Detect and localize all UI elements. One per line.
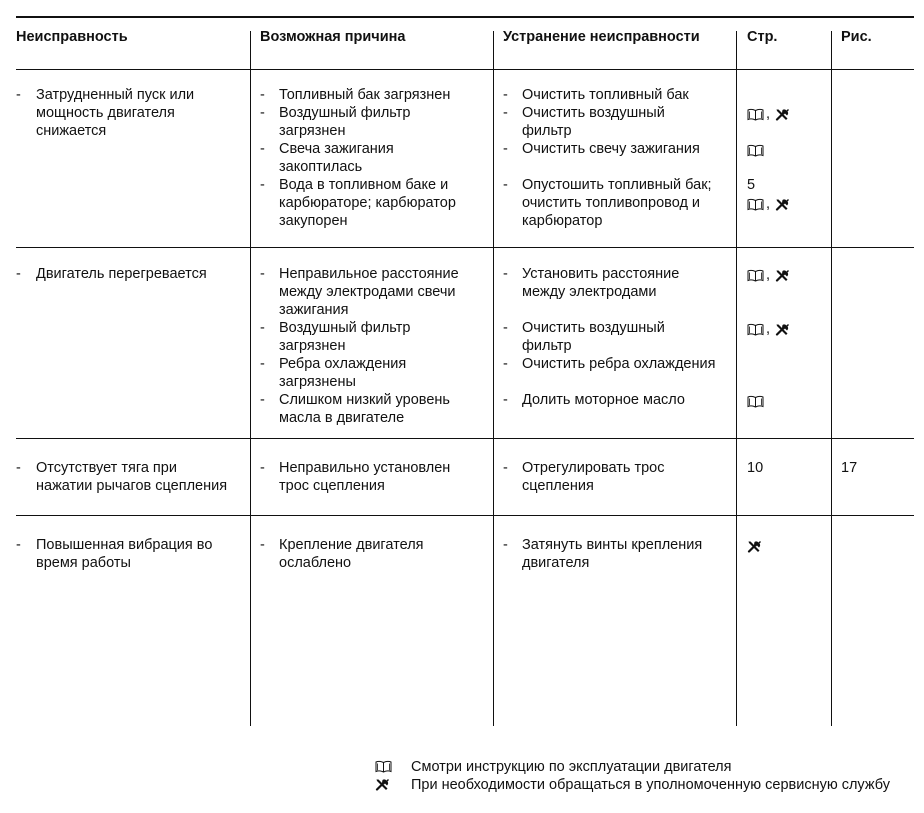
page-reference-icons bbox=[747, 266, 792, 284]
remedy-dash: - bbox=[503, 460, 508, 476]
column-divider bbox=[250, 31, 251, 726]
book-icon bbox=[747, 144, 764, 157]
remedy-dash: - bbox=[503, 105, 508, 121]
remedy-text: двигателя bbox=[522, 555, 590, 571]
fault-text: мощность двигателя bbox=[36, 105, 175, 121]
remedy-text: Очистить топливный бак bbox=[522, 87, 689, 103]
cause-text: загрязнены bbox=[279, 374, 356, 390]
cause-text: Слишком низкий уровень bbox=[279, 392, 450, 408]
page-reference-icons bbox=[747, 195, 792, 213]
remedy-dash: - bbox=[503, 87, 508, 103]
legend-text: При необходимости обращаться в уполномоченную сервисную службу bbox=[411, 777, 890, 793]
book-icon bbox=[747, 108, 764, 121]
fault-text: время работы bbox=[36, 555, 131, 571]
column-divider bbox=[493, 31, 494, 726]
book-icon bbox=[747, 269, 764, 282]
remedy-text: Долить моторное масло bbox=[522, 392, 685, 408]
cause-text: Крепление двигателя bbox=[279, 537, 424, 553]
cause-text: Неправильное расстояние bbox=[279, 266, 459, 282]
cause-dash: - bbox=[260, 266, 265, 282]
remedy-text: Очистить ребра охлаждения bbox=[522, 356, 716, 372]
cause-text: трос сцепления bbox=[279, 478, 385, 494]
cause-dash: - bbox=[260, 320, 265, 336]
page-reference-icons bbox=[747, 105, 792, 123]
page-number: 10 bbox=[747, 460, 764, 476]
remedy-dash: - bbox=[503, 141, 508, 157]
remedy-text: Очистить воздушный bbox=[522, 105, 665, 121]
remedy-text: фильтр bbox=[522, 123, 572, 139]
row-divider bbox=[16, 438, 914, 439]
fault-text: нажатии рычагов сцепления bbox=[36, 478, 228, 494]
cause-dash: - bbox=[260, 356, 265, 372]
remedy-text: Отрегулировать трос bbox=[522, 460, 665, 476]
remedy-text: карбюратор bbox=[522, 213, 603, 229]
cause-dash: - bbox=[260, 141, 265, 157]
header-page: Стр. bbox=[747, 29, 778, 45]
comma-separator: , bbox=[766, 106, 771, 122]
tools-icon bbox=[747, 540, 764, 553]
remedy-text: Затянуть винты крепления bbox=[522, 537, 703, 553]
cause-text: Ребра охлаждения bbox=[279, 356, 407, 372]
remedy-text: между электродами bbox=[522, 284, 657, 300]
cause-text: карбюраторе; карбюратор bbox=[279, 195, 456, 211]
legend-text: Смотри инструкцию по эксплуатации двигателя bbox=[411, 759, 732, 775]
cause-dash: - bbox=[260, 105, 265, 121]
tools-icon bbox=[775, 269, 792, 282]
header-remedy: Устранение неисправности bbox=[503, 29, 700, 45]
book-icon bbox=[747, 198, 764, 211]
remedy-text: очистить топливопровод и bbox=[522, 195, 701, 211]
column-divider bbox=[831, 31, 832, 726]
cause-text: Свеча зажигания bbox=[279, 141, 394, 157]
figure-number: 17 bbox=[841, 460, 858, 476]
page-reference-icons bbox=[747, 320, 792, 338]
cause-text: ослаблено bbox=[279, 555, 352, 571]
cause-text: зажигания bbox=[279, 302, 349, 318]
cause-text: закупорен bbox=[279, 213, 348, 229]
cause-text: между электродами свечи bbox=[279, 284, 456, 300]
cause-text: Топливный бак загрязнен bbox=[279, 87, 451, 103]
fault-text: Двигатель перегревается bbox=[36, 266, 207, 282]
remedy-dash: - bbox=[503, 537, 508, 553]
tools-icon bbox=[775, 323, 792, 336]
header-figure: Рис. bbox=[841, 29, 872, 45]
fault-text: снижается bbox=[36, 123, 107, 139]
row-divider bbox=[16, 515, 914, 516]
fault-dash: - bbox=[16, 537, 21, 553]
page-number: 5 bbox=[747, 177, 756, 193]
cause-text: Воздушный фильтр bbox=[279, 105, 411, 121]
fault-text: Повышенная вибрация во bbox=[36, 537, 213, 553]
table-top-rule bbox=[16, 16, 914, 18]
remedy-text: Очистить свечу зажигания bbox=[522, 141, 700, 157]
remedy-text: сцепления bbox=[522, 478, 594, 494]
page-reference-icons bbox=[747, 392, 764, 410]
cause-dash: - bbox=[260, 392, 265, 408]
remedy-text: Установить расстояние bbox=[522, 266, 680, 282]
cause-dash: - bbox=[260, 87, 265, 103]
comma-separator: , bbox=[766, 321, 771, 337]
remedy-dash: - bbox=[503, 320, 508, 336]
cause-dash: - bbox=[260, 537, 265, 553]
cause-dash: - bbox=[260, 177, 265, 193]
book-icon bbox=[747, 395, 764, 408]
page-reference-icons bbox=[747, 141, 764, 159]
tools-icon bbox=[375, 778, 390, 795]
remedy-text: Очистить воздушный bbox=[522, 320, 665, 336]
comma-separator: , bbox=[766, 196, 771, 212]
cause-text: закоптилась bbox=[279, 159, 363, 175]
book-icon bbox=[747, 323, 764, 336]
page-reference-icons bbox=[747, 537, 764, 555]
fault-text: Затрудненный пуск или bbox=[36, 87, 195, 103]
remedy-dash: - bbox=[503, 392, 508, 408]
row-divider bbox=[16, 247, 914, 248]
cause-text: Воздушный фильтр bbox=[279, 320, 411, 336]
book-icon bbox=[375, 760, 392, 777]
cause-text: загрязнен bbox=[279, 338, 346, 354]
tools-icon bbox=[775, 108, 792, 121]
fault-dash: - bbox=[16, 266, 21, 282]
remedy-text: фильтр bbox=[522, 338, 572, 354]
cause-dash: - bbox=[260, 460, 265, 476]
remedy-dash: - bbox=[503, 177, 508, 193]
header-cause: Возможная причина bbox=[260, 29, 406, 45]
remedy-dash: - bbox=[503, 266, 508, 282]
cause-text: загрязнен bbox=[279, 123, 346, 139]
column-divider bbox=[736, 31, 737, 726]
header-bottom-rule bbox=[16, 69, 914, 70]
remedy-dash: - bbox=[503, 356, 508, 372]
fault-text: Отсутствует тяга при bbox=[36, 460, 177, 476]
cause-text: Неправильно установлен bbox=[279, 460, 451, 476]
comma-separator: , bbox=[766, 267, 771, 283]
fault-dash: - bbox=[16, 460, 21, 476]
fault-dash: - bbox=[16, 87, 21, 103]
tools-icon bbox=[775, 198, 792, 211]
header-fault: Неисправность bbox=[16, 29, 128, 45]
cause-text: Вода в топливном баке и bbox=[279, 177, 449, 193]
cause-text: масла в двигателе bbox=[279, 410, 405, 426]
remedy-text: Опустошить топливный бак; bbox=[522, 177, 712, 193]
